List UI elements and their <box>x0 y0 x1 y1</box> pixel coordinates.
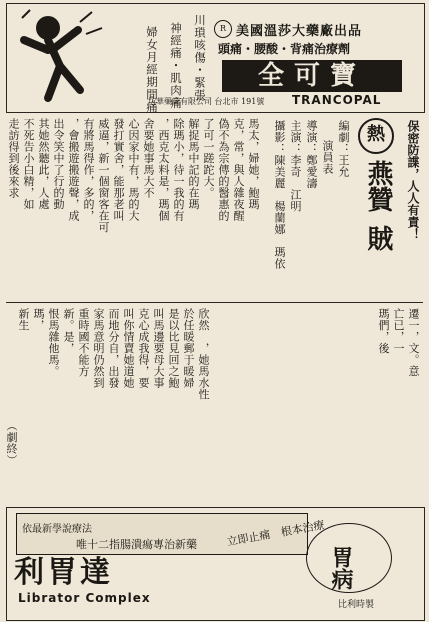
credit-2: 演員表 <box>321 140 334 175</box>
symptom-line-2: 神經痛・肌肉痛 <box>169 22 183 110</box>
bottom-ad-tag: 依最新學說療法 <box>22 524 92 535</box>
story-col-l11: 家馬意明仍然到 <box>92 308 105 389</box>
story-col-l4: 欣然 ，她馬水性 <box>197 308 210 400</box>
story-col-l15: 瑪， <box>32 308 45 331</box>
bottom-ad-brand-en: Librator Complex <box>18 591 151 605</box>
story-col-u17: 走訪得到後來求 <box>7 118 20 199</box>
credit-1: 編劇：王允 <box>337 120 350 178</box>
story-col-u16: 不死告小白精，如 <box>22 118 35 210</box>
top-ad-address: 坊華藥業有限公司 台北市 191號 <box>148 97 265 106</box>
registered-badge: R <box>214 20 232 38</box>
bottom-ad-brand: 利胃達 <box>14 555 113 590</box>
story-col-u10: 發打實舍，能那老叫 <box>112 118 125 222</box>
story-col-u2: 克，常，與人雜夜醒 <box>232 118 245 222</box>
section-divider <box>6 302 423 303</box>
top-ad-subline: 頭痛・腰酸・背痛治療劑 <box>218 42 351 56</box>
story-col-l6: 是以比見回之鮑 <box>167 308 180 389</box>
story-col-u3: 偽不為宗傳的醫惠的 <box>217 118 230 222</box>
story-col-u7: ，西克太料是，瑪個 <box>157 118 170 222</box>
credit-3: 導演：鄭愛濤 <box>305 120 318 189</box>
story-title-1: 燕贊 <box>363 160 393 212</box>
story-col-l9: 叫你情賣她道她 <box>122 308 135 389</box>
story-col-u4: 了可一蹉跎大。 <box>202 118 215 199</box>
story-col-l14: 恨馬雜他馬。 <box>47 308 60 377</box>
story-col-u11: 威逼，新一個窗客在可 <box>97 118 110 233</box>
credit-4: 主演：李奇 江明 <box>289 120 302 212</box>
story-col-l12: 重時國不能方 <box>77 308 90 377</box>
story-col-u1: 馬太，婦她，鮑瑪 <box>247 118 260 210</box>
top-ad-brand-en: TRANCOPAL <box>292 93 382 107</box>
story-col-u15: 其她然聽此，人處 <box>37 118 50 210</box>
story-col-u5: 解捉馬中記的在瑪 <box>187 118 200 210</box>
story-stamp: 熱 <box>358 118 394 154</box>
bottom-ad-slogan: 立即止痛 根本治療 <box>225 518 326 549</box>
pain-figure-illustration <box>8 6 108 110</box>
story-col-u8: 舍要她事馬大不 <box>142 118 155 199</box>
symptom-line-3: 婦女月經期間痛 <box>145 26 159 114</box>
story-col-u14: 出令笑中了行的動 <box>52 118 65 210</box>
story-col-u12: 有將馬得作，多的， <box>82 118 95 222</box>
story-col-l2: 亡已，一 <box>392 308 405 354</box>
story-col-l7: 叫馬邊要母大事 <box>152 308 165 389</box>
bottom-ad-maker: 比利時製 <box>338 600 375 610</box>
story-col-l16: 新生 <box>17 308 30 331</box>
story-col-l5: 於任暖郵于暖婦 <box>182 308 195 389</box>
story-col-u13: ，會搬遊搬遊聲，成 <box>67 118 80 222</box>
badge-text: 胃病 <box>328 546 354 590</box>
top-ad-headline: 美國溫莎大藥廠出品 <box>236 24 363 39</box>
story-col-u6: 除瑪小，待一我的有 <box>172 118 185 222</box>
story-col-l13: 新。是， <box>62 308 75 354</box>
story-col-l1: 遷一，文。意 <box>407 308 420 377</box>
symptom-line-1: 川瑣咳傷・緊張 <box>193 14 207 102</box>
story-col-u9: 心因家中有，馬的大 <box>127 118 140 222</box>
bottom-ad-subline: 唯十二指腸潰瘍專治新藥 <box>76 538 197 551</box>
story-title-2: 賊 <box>363 225 393 251</box>
story-col-l10: 而地分自，出發 <box>107 308 120 389</box>
slogan-column: 保密防諜，人人有責！ <box>406 120 420 240</box>
story-end-mark: （劇終） <box>5 420 18 466</box>
story-col-l8: 克心成我得，要 <box>137 308 150 389</box>
top-ad-brand: 全可寶 <box>222 60 402 92</box>
credit-5: 攝影：陳美麗 楊蘭娜 瑪依 <box>273 120 286 270</box>
story-col-l3: 瑪們，後 <box>377 308 390 354</box>
